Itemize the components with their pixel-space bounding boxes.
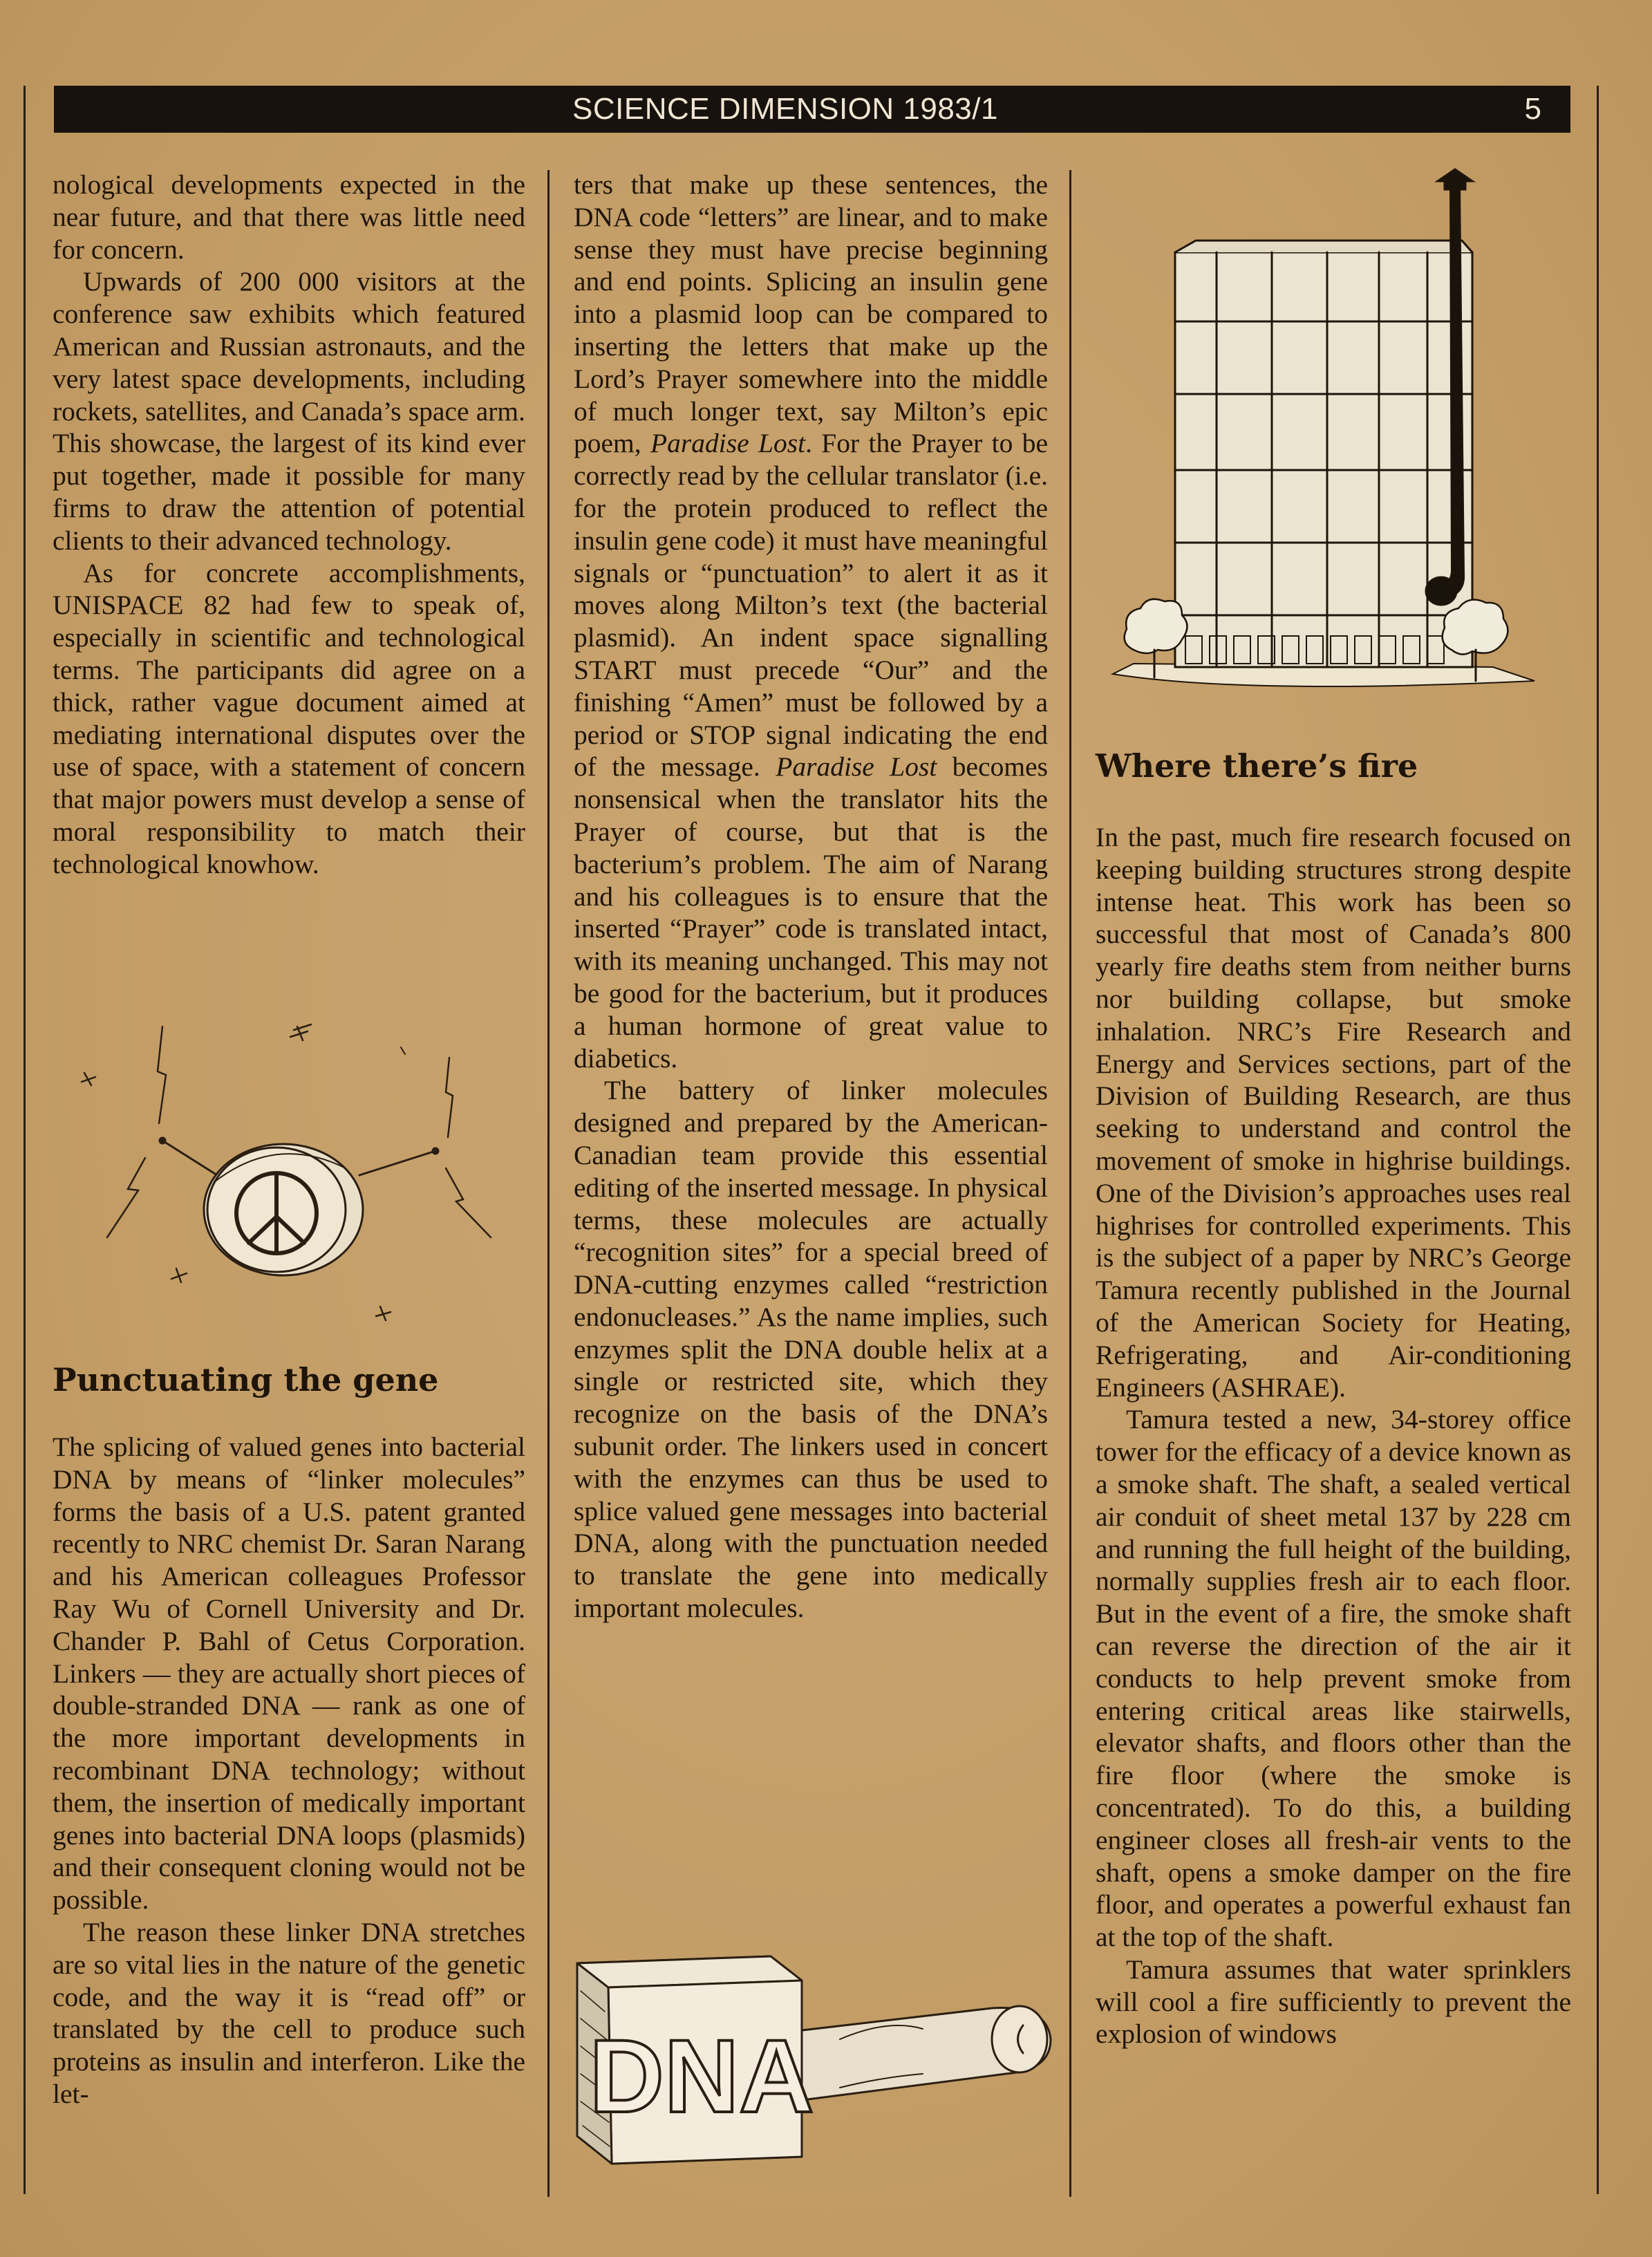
col2-text-b: . For the Prayer to be correctly read by the cellular translator (i.e. for the protein produced to reflect the insulin gene code) it must have meaningful signals or “punctuation” to alert it as it moves along Milton’s text (the bacterial plasmid). An indent space signalling START must precede “Our” and the finishing “Amen” must be followed by a period or STOP signal indicating the end of the message. — [574, 428, 1048, 783]
col3-paragraph-3: Tamura assumes that water sprinklers will cool a fire sufficiently to prevent the explosion of windows — [1096, 1954, 1571, 2050]
antenna-wire-right — [359, 1151, 435, 1175]
col3-paragraph-2: Tamura tested a new, 34-storey office tower for the efficacy of a device known as a smoke shaft. The shaft, a sealed vertical air conduit of sheet metal 137 by 228 cm and running the full height of the building, normally supplies fresh air to each floor. But in the event of a fire, the smoke shaft can reverse the direction of the air it conducts to help prevent smoke from entering critical areas like stairwells, elevator shafts, and floors other than the fire floor (where the smoke is concentrated). To do this, a building engineer closes all fresh-air vents to the shaft, opens a smoke damper on the fire floor, and operates a powerful exhaust fan at the top of the shaft. — [1096, 1404, 1571, 1953]
column-3 — [1096, 747, 1571, 2050]
col2-paragraph-1 — [574, 169, 1048, 1074]
dna-stamp-illustration — [563, 1949, 1061, 2171]
col1-paragraph-2: Upwards of 200 000 visitors at the conference saw exhibits which featured American and Russian astronauts, and the very latest space developments, including rockets, satellites, and Canada’s space arm. This showcase, the largest of its kind ever put together, made it possible for many firms to draw the attention of potential clients to their advanced technology. — [53, 266, 525, 556]
col1-paragraph-5: The reason these linker DNA stretches are so vital lies in the nature of the genetic code, and the way it is “read off” or translated by the cell to produce such proteins as insulin and interferon. Like the let- — [53, 1916, 525, 2109]
dna-stamp-text: DNA — [589, 2018, 814, 2134]
page-header-bar — [54, 86, 1570, 133]
right-page-rule — [1597, 86, 1599, 2194]
section-heading-punctuating: Punctuating the gene — [53, 1361, 439, 1398]
peace-satellite-illustration — [69, 1009, 511, 1341]
left-page-rule — [24, 86, 26, 2194]
page-number: 5 — [1524, 92, 1541, 126]
column-rule-1 — [547, 170, 550, 2197]
column-1-bottom — [53, 1360, 525, 2110]
column-2 — [574, 169, 1048, 1624]
col1-paragraph-4: The splicing of valued genes into bacterial DNA by means of “linker molecules” forms the basis of a U.S. patent granted recently to NRC chemist Dr. Saran Narang and his American colleagues Professor Ray Wu of Cornell University and Dr. Chander P. Bahl of Cetus Corporation. Linkers — they are actually short pieces of double-stranded DNA — rank as one of the more important developments in recombinant DNA technology; without them, the insertion of medically important genes into bacterial DNA loops (plasmids) and their consequent cloning would not be possible. — [53, 1432, 525, 1916]
col3-paragraph-1: In the past, much fire research focused on keeping building structures strong despite intense heat. This work has been so successful that most of Canada’s 800 yearly fire deaths stem from neither burns nor building collapse, but smoke inhalation. NRC’s Fire Research and Energy and Services sections, part of the Division of Building Research, are thus seeking to understand and control the movement of smoke in highrise buildings. One of the Division’s approaches uses real highrises for controlled experiments. This is the subject of a paper by NRC’s George Tamura recently published in the Journal of the American Society for Heating, Refrigerating, and Air-conditioning Engineers (ASHRAE). — [1096, 822, 1571, 1403]
col2-italic-title-1: Paradise Lost — [650, 428, 806, 459]
journal-title: SCIENCE DIMENSION 1983/1 — [572, 92, 998, 126]
col2-text-a: ters that make up these sentences, the DNA code “letters” are linear, and to make sense they must have precise beginning and end points. Splicing an insulin gene into a plasmid loop can be compared to inserting the letters that make up the Lord’s Prayer somewhere into the middle of much longer text, say Milton’s epic poem, — [574, 169, 1048, 459]
section-heading-fire: Where there’s fire — [1096, 747, 1418, 785]
column-rule-2 — [1069, 170, 1071, 2197]
column-1-top — [53, 169, 525, 881]
col1-paragraph-1: nological developments expected in the near future, and that there was little need for concern. — [53, 169, 525, 265]
col2-italic-title-2: Paradise Lost — [776, 751, 937, 783]
col2-text-c: becomes nonsensical when the translator hits the Prayer of course, but that is the bacterium’s problem. The aim of Narang and his colleagues is to ensure that the inserted “Prayer” code is translated intact, with its meaning unchanged. This may not be good for the bacterium, but it produces a human hormone of great value to diabetics. — [574, 751, 1048, 1074]
highrise-building-illustration — [1106, 166, 1548, 712]
col2-paragraph-2: The battery of linker molecules designed and prepared by the American-Canadian team provide this essential editing of the inserted message. In physical terms, these molecules are actually “recognition sites” for a special breed of DNA-cutting enzymes called “restriction endonucleases.” As the name implies, such enzymes split the DNA double helix at a single or restricted site, which they recognize on the basis of the DNA’s subunit order. The linkers used in concert with the enzymes can thus be used to splice valued gene messages into bacterial DNA, along with the punctuation needed to translate the gene into medically important molecules. — [574, 1075, 1048, 1624]
col1-paragraph-3: As for concrete accomplishments, UNISPACE 82 had few to speak of, especially in scientific and technological terms. The participants did agree on a thick, rather vague document aimed at mediating international disputes over the use of space, with a statement of concern that major powers must develop a sense of moral responsibility to match their technological knowhow. — [53, 557, 525, 879]
